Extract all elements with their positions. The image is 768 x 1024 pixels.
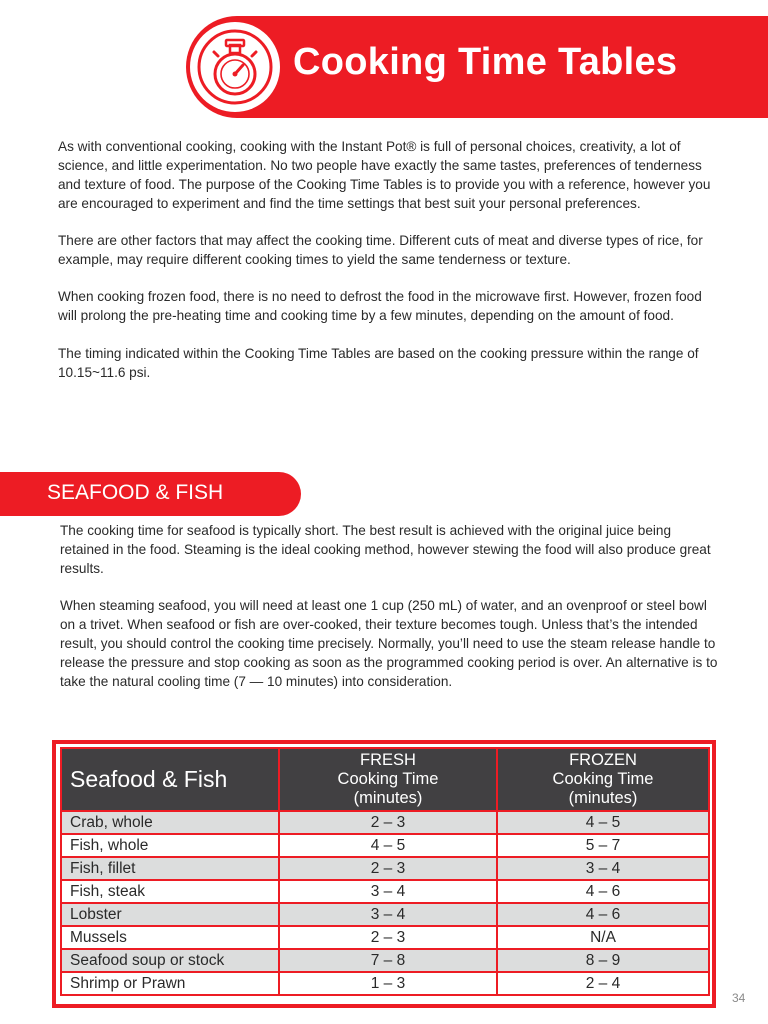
cooking-time-table-frame <box>52 740 716 1008</box>
fresh-time: 7 – 8 <box>279 949 497 972</box>
header-fresh-line: (minutes) <box>353 789 423 807</box>
food-name: Shrimp or Prawn <box>61 972 279 995</box>
fresh-time: 2 – 3 <box>279 811 497 834</box>
frozen-time: 4 – 5 <box>497 811 709 834</box>
fresh-time: 3 – 4 <box>279 880 497 903</box>
section-paragraph: When steaming seafood, you will need at least one 1 cup (250 mL) of water, and an ovenproof or steel bowl on a trivet. When seafood or fish are over-cooked, their texture becomes tough. Unless that’s the intended result, you should control the cooking time precisely. Normally, you’ll need to use the steam release handle to release the pressure and stop cooking as soon as the programmed cooking period is over. An alternative is to take the natural cooling time (7 — 10 minutes) into consideration. <box>60 598 718 689</box>
header-fresh-line: Cooking Time <box>337 770 439 788</box>
table-row <box>61 926 709 949</box>
table-row <box>61 880 709 903</box>
food-name: Mussels <box>61 926 279 949</box>
section-title: SEAFOOD & FISH <box>47 481 224 504</box>
food-name: Crab, whole <box>61 811 279 834</box>
food-name: Fish, whole <box>61 834 279 857</box>
header-frozen-line: (minutes) <box>568 789 638 807</box>
header-seafood-fish: Seafood & Fish <box>61 748 279 811</box>
table-row <box>61 857 709 880</box>
frozen-time: N/A <box>497 926 709 949</box>
page-number: 34 <box>732 991 746 1005</box>
frozen-time: 5 – 7 <box>497 834 709 857</box>
table-row <box>61 834 709 857</box>
frozen-time: 4 – 6 <box>497 880 709 903</box>
intro-paragraph: As with conventional cooking, cooking with the Instant Pot® is full of personal choices, creativity, a lot of science, and little experimentation. No two people have exactly the same tastes, preferences of tenderness and texture of food. The purpose of the Cooking Time Tables is to provide you with a reference, however you are encouraged to experiment and find the time settings that best suit your personal preferences. <box>58 139 711 211</box>
frozen-time: 8 – 9 <box>497 949 709 972</box>
frozen-time: 3 – 4 <box>497 857 709 880</box>
section-text <box>60 522 720 710</box>
cooking-time-table <box>60 747 710 996</box>
header-frozen-line: Cooking Time <box>552 770 654 788</box>
table-row <box>61 811 709 834</box>
frozen-time: 2 – 4 <box>497 972 709 995</box>
stopwatch-badge <box>190 22 280 112</box>
section-header-tab <box>0 472 301 516</box>
fresh-time: 1 – 3 <box>279 972 497 995</box>
fresh-time: 2 – 3 <box>279 926 497 949</box>
table-header-row <box>61 748 709 811</box>
table-row <box>61 972 709 995</box>
header-frozen-line: FROZEN <box>569 751 637 769</box>
food-name: Fish, fillet <box>61 857 279 880</box>
intro-text <box>58 138 718 401</box>
header-fresh-line: FRESH <box>360 751 416 769</box>
food-name: Seafood soup or stock <box>61 949 279 972</box>
frozen-time: 4 – 6 <box>497 903 709 926</box>
intro-paragraph: There are other factors that may affect the cooking time. Different cuts of meat and diverse types of rice, for example, may require different cooking times to yield the same tenderness or texture. <box>58 233 703 268</box>
intro-paragraph: The timing indicated within the Cooking Time Tables are based on the cooking pressure within the range of 10.15~11.6 psi. <box>58 345 699 380</box>
fresh-time: 2 – 3 <box>279 857 497 880</box>
page-title: Cooking Time Tables <box>293 41 678 83</box>
header-frozen <box>497 748 709 811</box>
fresh-time: 3 – 4 <box>279 903 497 926</box>
table-row <box>61 903 709 926</box>
table-row <box>61 949 709 972</box>
section-paragraph: The cooking time for seafood is typically short. The best result is achieved with the original juice being retained in the food. Steaming is the ideal cooking method, however stewing the food will also produce great results. <box>60 523 711 576</box>
food-name: Lobster <box>61 903 279 926</box>
intro-paragraph: When cooking frozen food, there is no need to defrost the food in the microwave first. However, frozen food will prolong the pre-heating time and cooking time by a few minutes, depending on the amount of food. <box>58 289 702 324</box>
fresh-time: 4 – 5 <box>279 834 497 857</box>
food-name: Fish, steak <box>61 880 279 903</box>
header-fresh <box>279 748 497 811</box>
stopwatch-icon <box>190 22 280 112</box>
